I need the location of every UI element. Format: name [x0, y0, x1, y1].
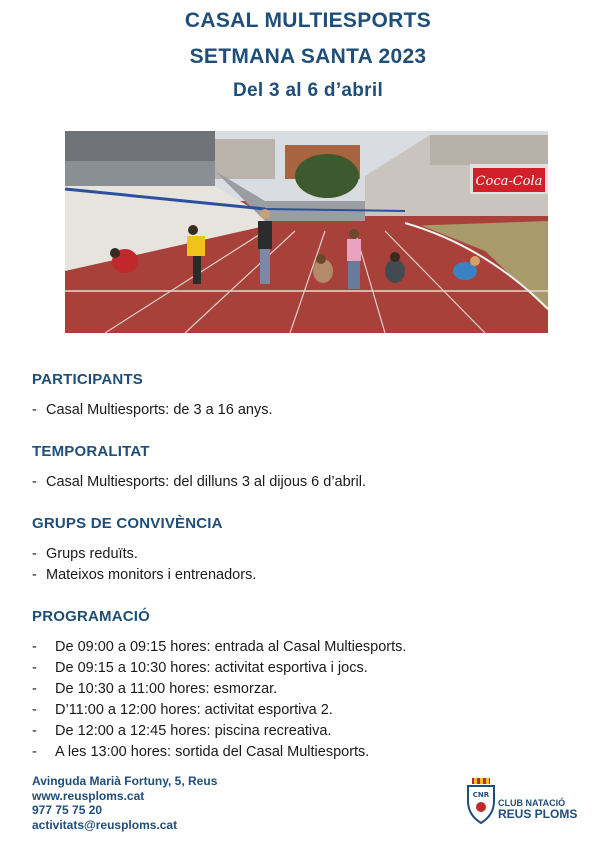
programacio-heading: PROGRAMACIÓ [32, 608, 151, 625]
list-item: - Casal Multiesports: de 3 a 16 anys. [32, 402, 273, 418]
participants-heading: PARTICIPANTS [32, 371, 144, 388]
contact-footer [32, 774, 217, 832]
temporalitat-heading: TEMPORALITAT [32, 443, 150, 460]
title-line-1: CASAL MULTIESPORTS [184, 9, 432, 32]
athletics-track-photo [65, 131, 548, 333]
phone-number: 977 75 75 20 [32, 803, 103, 818]
club-emblem-icon [466, 777, 496, 825]
logo-line-2: REUS PLOMS [498, 807, 578, 821]
programacio-section [32, 608, 592, 763]
address-text: Avinguda Marià Fortuny, 5, Reus [32, 774, 218, 788]
coca-cola-sign-text: Coca-Cola [475, 174, 543, 189]
list-item: - D’11:00 a 12:00 hores: activitat esportiva 2. [32, 702, 333, 718]
list-item: - A les 13:00 hores: sortida del Casal Multiesports. [32, 744, 370, 760]
list-item: - Mateixos monitors i entrenadors. [32, 567, 257, 583]
grups-heading: GRUPS DE CONVIVÈNCIA [32, 515, 223, 532]
website-link[interactable]: www.reusploms.cat [32, 788, 145, 803]
list-item: - De 09:00 a 09:15 hores: entrada al Casal Multiesports. [32, 639, 407, 655]
grups-section [32, 515, 592, 586]
list-item: - De 12:00 a 12:45 hores: piscina recreativa. [32, 723, 332, 739]
title-line-2: SETMANA SANTA 2023 [189, 45, 427, 68]
club-logo [466, 777, 578, 825]
dates-subtitle: Del 3 al 6 d’abril [232, 80, 384, 101]
list-item: - Casal Multiesports: del dilluns 3 al dijous 6 d’abril. [32, 474, 366, 490]
email-link[interactable]: activitats@reusploms.cat [32, 817, 178, 832]
logo-line-1: CLUB NATACIÓ [498, 798, 566, 808]
list-item: - Grups reduïts. [32, 546, 138, 562]
list-item: - De 10:30 a 11:00 hores: esmorzar. [32, 681, 278, 697]
svg-text:CNR: CNR [472, 791, 490, 799]
participants-section [32, 371, 592, 421]
temporalitat-section [32, 443, 592, 493]
list-item: - De 09:15 a 10:30 hores: activitat esportiva i jocs. [32, 660, 368, 676]
